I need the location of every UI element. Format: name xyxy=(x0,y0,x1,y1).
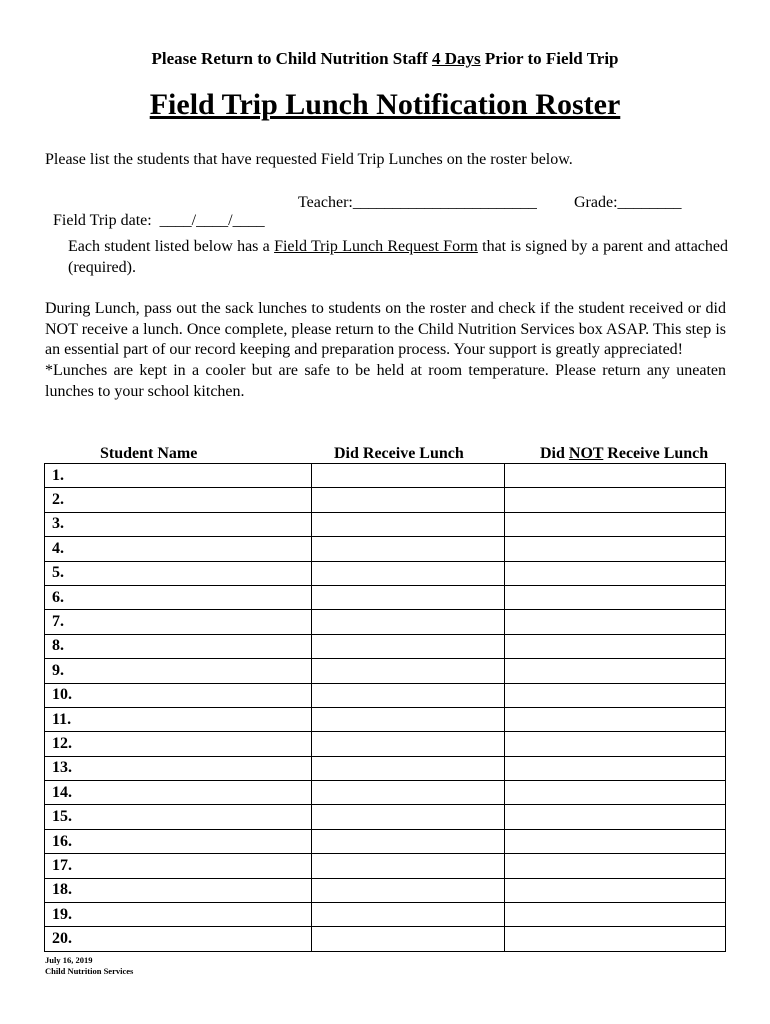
did-receive-cell[interactable] xyxy=(312,561,505,585)
did-receive-cell[interactable] xyxy=(312,488,505,512)
table-row xyxy=(45,610,726,634)
student-name-cell[interactable] xyxy=(45,756,312,780)
intro-text: Please list the students that have requested Field Trip Lunches on the roster below. xyxy=(45,151,573,168)
did-not-receive-cell[interactable] xyxy=(505,927,726,951)
cooler-note: *Lunches are kept in a cooler but are safe to be held at room temperature. Please return any uneaten lunches to your school kitchen. xyxy=(45,362,726,400)
did-receive-cell[interactable] xyxy=(312,756,505,780)
did-receive-cell[interactable] xyxy=(312,903,505,927)
student-name-cell[interactable] xyxy=(45,781,312,805)
row-number: 3. xyxy=(52,515,64,533)
student-name-cell[interactable] xyxy=(45,561,312,585)
footer-date: July 16, 2019 xyxy=(45,955,93,965)
table-row xyxy=(45,464,726,488)
did-not-receive-cell[interactable] xyxy=(505,732,726,756)
did-receive-cell[interactable] xyxy=(312,927,505,951)
did-not-receive-cell[interactable] xyxy=(505,683,726,707)
col-not-emphasis: NOT xyxy=(568,445,604,462)
student-name-cell[interactable] xyxy=(45,854,312,878)
footer-department: Child Nutrition Services xyxy=(45,965,134,976)
student-name-cell[interactable] xyxy=(45,585,312,609)
did-not-receive-cell[interactable] xyxy=(505,561,726,585)
did-receive-cell[interactable] xyxy=(312,707,505,731)
return-suffix: Prior to Field Trip xyxy=(480,49,619,68)
row-number: 14. xyxy=(52,783,72,801)
table-row xyxy=(45,781,726,805)
row-number: 5. xyxy=(52,564,64,582)
student-name-cell[interactable] xyxy=(45,903,312,927)
did-receive-cell[interactable] xyxy=(312,512,505,536)
student-name-cell[interactable] xyxy=(45,707,312,731)
request-form-name: Field Trip Lunch Request Form xyxy=(274,238,478,255)
student-name-cell[interactable] xyxy=(45,805,312,829)
row-number: 10. xyxy=(52,686,72,704)
consent-note xyxy=(68,236,728,278)
roster-body xyxy=(45,464,726,952)
row-number: 15. xyxy=(52,808,72,826)
grade-field: Grade:________ xyxy=(574,194,682,211)
did-not-receive-cell[interactable] xyxy=(505,903,726,927)
did-receive-cell[interactable] xyxy=(312,634,505,658)
did-receive-cell[interactable] xyxy=(312,805,505,829)
did-not-receive-cell[interactable] xyxy=(505,512,726,536)
student-name-cell[interactable] xyxy=(45,927,312,951)
table-row xyxy=(45,927,726,951)
consent-prefix: Each student listed below has a xyxy=(68,238,275,255)
table-row xyxy=(45,537,726,561)
did-receive-cell[interactable] xyxy=(312,464,505,488)
row-number: 4. xyxy=(52,539,64,557)
table-row xyxy=(45,854,726,878)
row-number: 2. xyxy=(52,491,64,509)
table-row xyxy=(45,707,726,731)
table-row xyxy=(45,683,726,707)
did-receive-cell[interactable] xyxy=(312,854,505,878)
did-receive-cell[interactable] xyxy=(312,659,505,683)
student-name-cell[interactable] xyxy=(45,512,312,536)
did-not-receive-cell[interactable] xyxy=(505,585,726,609)
did-not-receive-cell[interactable] xyxy=(505,854,726,878)
roster-table xyxy=(44,463,726,952)
did-receive-cell[interactable] xyxy=(312,585,505,609)
footer xyxy=(45,955,133,976)
did-receive-cell[interactable] xyxy=(312,829,505,853)
row-number: 19. xyxy=(52,905,72,923)
page-title: Field Trip Lunch Notification Roster xyxy=(149,88,621,121)
did-receive-cell[interactable] xyxy=(312,781,505,805)
col-not-suffix: Receive Lunch xyxy=(603,445,709,462)
student-name-cell[interactable] xyxy=(45,537,312,561)
did-receive-cell[interactable] xyxy=(312,610,505,634)
student-name-cell[interactable] xyxy=(45,659,312,683)
did-not-receive-cell[interactable] xyxy=(505,805,726,829)
did-not-receive-cell[interactable] xyxy=(505,781,726,805)
teacher-field: Teacher:_______________________ xyxy=(298,194,537,211)
table-row xyxy=(45,561,726,585)
student-name-cell[interactable] xyxy=(45,683,312,707)
table-row xyxy=(45,732,726,756)
return-instruction xyxy=(0,49,770,69)
row-number: 18. xyxy=(52,881,72,899)
row-number: 6. xyxy=(52,588,64,606)
student-name-cell[interactable] xyxy=(45,634,312,658)
student-name-cell[interactable] xyxy=(45,829,312,853)
table-row xyxy=(45,756,726,780)
did-not-receive-cell[interactable] xyxy=(505,488,726,512)
row-number: 17. xyxy=(52,856,72,874)
col-not-prefix: Did xyxy=(540,445,569,462)
table-row xyxy=(45,805,726,829)
lunch-instructions: During Lunch, pass out the sack lunches to students on the roster and check if the student received or did NOT receive a lunch. Once complete, please return to the Child Nutrition Services box ASAP. This step is an essential part of our record keeping and preparation process. Your support is greatly appreciated! xyxy=(45,300,726,359)
consent-suffix: that is signed by a parent and attached (required). xyxy=(68,238,728,276)
instructions-block xyxy=(45,299,726,403)
table-row xyxy=(45,903,726,927)
did-receive-cell[interactable] xyxy=(312,732,505,756)
return-days: 4 Days xyxy=(431,49,481,68)
did-not-receive-cell[interactable] xyxy=(505,464,726,488)
table-row xyxy=(45,659,726,683)
table-row xyxy=(45,878,726,902)
student-name-cell[interactable] xyxy=(45,610,312,634)
did-receive-cell[interactable] xyxy=(312,683,505,707)
did-not-receive-cell[interactable] xyxy=(505,537,726,561)
row-number: 13. xyxy=(52,759,72,777)
did-not-receive-cell[interactable] xyxy=(505,878,726,902)
row-number: 7. xyxy=(52,613,64,631)
did-receive-cell[interactable] xyxy=(312,537,505,561)
student-name-cell[interactable] xyxy=(45,488,312,512)
row-number: 16. xyxy=(52,832,72,850)
column-header-did-receive: Did Receive Lunch xyxy=(334,445,464,462)
did-not-receive-cell[interactable] xyxy=(505,829,726,853)
table-row xyxy=(45,829,726,853)
did-not-receive-cell[interactable] xyxy=(505,707,726,731)
table-row xyxy=(45,512,726,536)
row-number: 20. xyxy=(52,930,72,948)
did-not-receive-cell[interactable] xyxy=(505,610,726,634)
column-header-student-name: Student Name xyxy=(100,445,198,462)
did-not-receive-cell[interactable] xyxy=(505,659,726,683)
did-receive-cell[interactable] xyxy=(312,878,505,902)
student-name-cell[interactable] xyxy=(45,878,312,902)
row-number: 1. xyxy=(52,466,64,484)
row-number: 9. xyxy=(52,661,64,679)
did-not-receive-cell[interactable] xyxy=(505,634,726,658)
table-row xyxy=(45,634,726,658)
table-row xyxy=(45,585,726,609)
did-not-receive-cell[interactable] xyxy=(505,756,726,780)
table-row xyxy=(45,488,726,512)
student-name-cell[interactable] xyxy=(45,732,312,756)
row-number: 11. xyxy=(52,710,72,728)
row-number: 8. xyxy=(52,637,64,655)
return-prefix: Please Return to Child Nutrition Staff xyxy=(151,49,432,68)
row-number: 12. xyxy=(52,734,72,752)
field-trip-date-field: Field Trip date: ____/____/____ xyxy=(53,212,265,229)
column-header-did-not-receive xyxy=(540,445,708,463)
student-name-cell[interactable] xyxy=(45,464,312,488)
